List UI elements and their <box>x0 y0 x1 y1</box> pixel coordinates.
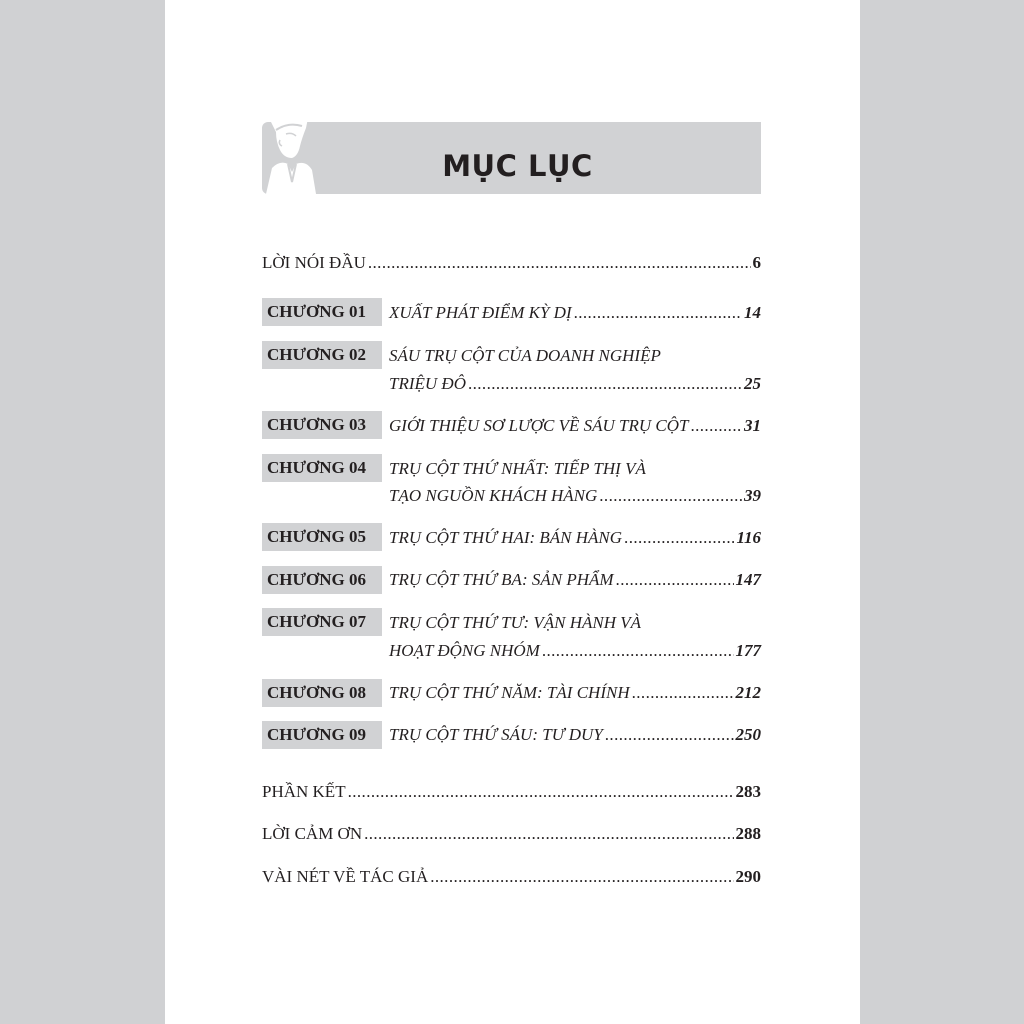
toc-entry-page: 290 <box>735 867 761 886</box>
dot-leader <box>574 302 742 324</box>
toc-entry-page: 250 <box>735 725 761 744</box>
toc-entry-page: 177 <box>735 641 761 660</box>
dot-leader <box>690 415 742 437</box>
toc-entry-title: TẠO NGUỒN KHÁCH HÀNG <box>389 486 598 505</box>
toc-entry-title: TRỤ CỘT THỨ BA: SẢN PHẨM <box>389 570 614 589</box>
toc-entry-about-author[interactable] <box>262 866 761 888</box>
chapter-badge: CHƯƠNG 08 <box>262 679 382 707</box>
dot-leader <box>624 527 734 549</box>
dot-leader <box>616 569 734 591</box>
toc-entry-title: GIỚI THIỆU SƠ LƯỢC VỀ SÁU TRỤ CỘT <box>389 416 689 435</box>
chapter-badge: CHƯƠNG 01 <box>262 298 382 326</box>
toc-entry-chapter-03[interactable] <box>389 415 761 437</box>
dot-leader <box>599 485 742 507</box>
dot-leader <box>632 682 734 704</box>
toc-entry-chapter-05[interactable] <box>389 527 761 549</box>
toc-entry-title: VÀI NÉT VỀ TÁC GIẢ <box>262 867 429 886</box>
toc-entry-title: HOẠT ĐỘNG NHÓM <box>389 641 540 660</box>
toc-entry-preface[interactable] <box>262 252 761 274</box>
toc-entry-page: 147 <box>735 570 761 589</box>
toc-entry-page: 283 <box>735 782 761 801</box>
chapter-badge: CHƯƠNG 04 <box>262 454 382 482</box>
chapter-badge: CHƯƠNG 02 <box>262 341 382 369</box>
toc-entry-title: TRIỆU ĐÔ <box>389 374 466 393</box>
dot-leader <box>348 781 734 803</box>
toc-entry-page: 212 <box>735 683 761 702</box>
toc-entry-chapter-04[interactable] <box>389 485 761 507</box>
chapter-badge: CHƯƠNG 06 <box>262 566 382 594</box>
toc-entry-title: TRỤ CỘT THỨ SÁU: TƯ DUY <box>389 725 603 744</box>
toc-entry-conclusion[interactable] <box>262 781 761 803</box>
toc-entry-chapter-06[interactable] <box>389 569 761 591</box>
toc-entry-chapter-02[interactable] <box>389 373 761 395</box>
toc-entry-title: LỜI CẢM ƠN <box>262 824 363 843</box>
chapter-badge: CHƯƠNG 05 <box>262 523 382 551</box>
toc-entry-title: XUẤT PHÁT ĐIỂM KỲ DỊ <box>389 303 572 322</box>
dot-leader <box>542 640 734 662</box>
toc-entry-page: 288 <box>735 824 761 843</box>
page-title: MỤC LỤC <box>442 149 593 183</box>
toc-entry-title: TRỤ CỘT THỨ NĂM: TÀI CHÍNH <box>389 683 630 702</box>
chapter-badge: CHƯƠNG 07 <box>262 608 382 636</box>
dot-leader <box>605 724 734 746</box>
toc-entry-page: 14 <box>744 303 761 322</box>
toc-entry-chapter-08[interactable] <box>389 682 761 704</box>
toc-entry-title-line1: SÁU TRỤ CỘT CỦA DOANH NGHIỆP <box>389 346 661 365</box>
chapter-badge: CHƯƠNG 03 <box>262 411 382 439</box>
dot-leader <box>468 373 742 395</box>
toc-entry-title: PHẦN KẾT <box>262 782 346 801</box>
toc-entry-page: 6 <box>752 253 761 272</box>
toc-entry-title: TRỤ CỘT THỨ HAI: BÁN HÀNG <box>389 528 623 547</box>
toc-entry-chapter-01[interactable] <box>389 302 761 324</box>
toc-entry-title-line1: TRỤ CỘT THỨ TƯ: VẬN HÀNH VÀ <box>389 613 642 632</box>
toc-entry-page: 39 <box>744 486 761 505</box>
toc-entry-page: 31 <box>744 416 761 435</box>
toc-entry-title: LỜI NÓI ĐẦU <box>262 253 366 272</box>
toc-entry-chapter-07[interactable] <box>389 640 761 662</box>
toc-entry-acknowledgements[interactable] <box>262 823 761 845</box>
dot-leader <box>430 866 733 888</box>
dot-leader <box>364 823 733 845</box>
toc-entry-page: 25 <box>744 374 761 393</box>
dot-leader <box>368 252 751 274</box>
toc-entry-page: 116 <box>736 528 761 547</box>
toc-entry-chapter-09[interactable] <box>389 724 761 746</box>
toc-entry-title-line1: TRỤ CỘT THỨ NHẤT: TIẾP THỊ VÀ <box>389 459 646 478</box>
chapter-badge: CHƯƠNG 09 <box>262 721 382 749</box>
